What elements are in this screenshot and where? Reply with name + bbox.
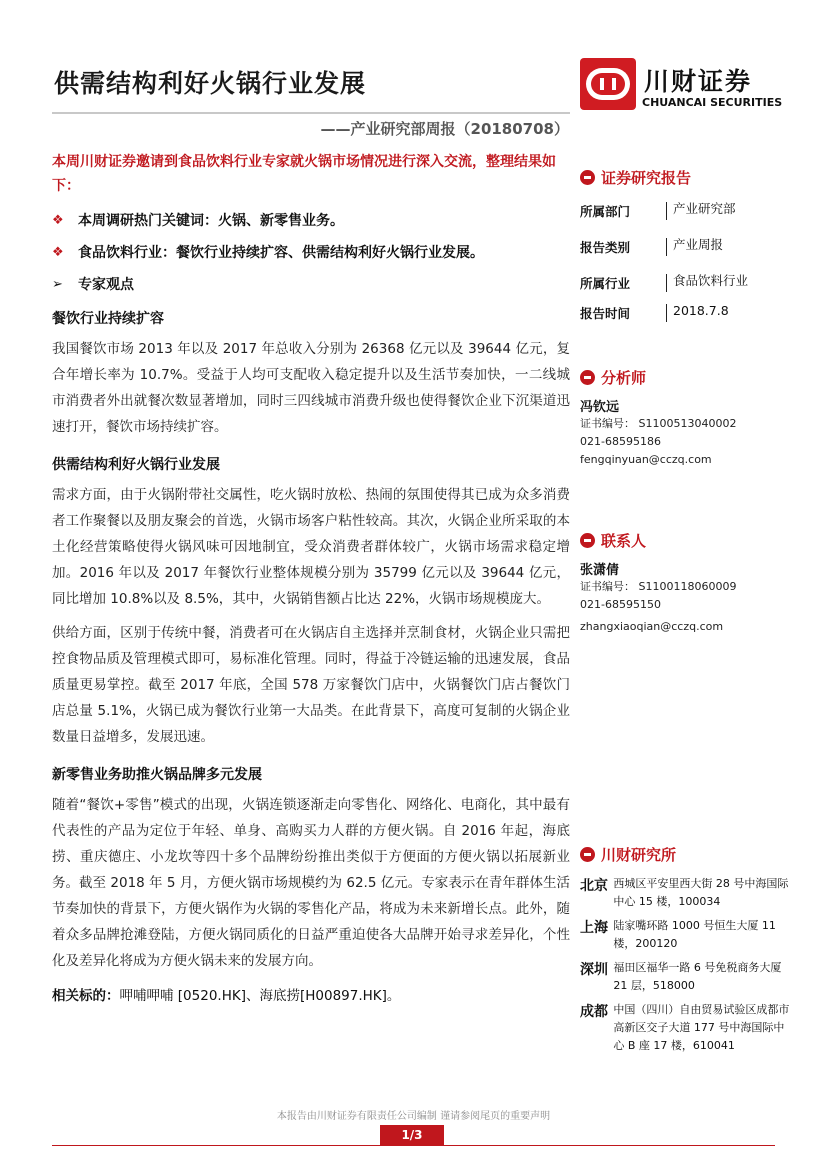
office-address: 福田区福华一路 6 号免税商务大厦 21 层，518000 bbox=[613, 961, 782, 992]
meta-row bbox=[580, 202, 790, 220]
report-meta-heading bbox=[580, 167, 790, 188]
institute-icon bbox=[580, 847, 595, 862]
contact-email[interactable]: zhangxiaoqian@cczq.com bbox=[580, 620, 724, 633]
contact-cert: 证书编号： S1100118060009 bbox=[580, 580, 737, 593]
meta-value: 产业研究部 bbox=[666, 202, 736, 220]
meta-key: 报告类别 bbox=[580, 240, 631, 255]
bullet-text: 专家观点 bbox=[78, 277, 134, 293]
meta-row bbox=[580, 238, 790, 256]
office-city: 深圳 bbox=[580, 962, 608, 978]
meta-key: 报告时间 bbox=[580, 306, 631, 321]
logo-name: 川财证券 bbox=[644, 67, 753, 96]
bullet-text: 本周调研热门关键词：火锅、新零售业务。 bbox=[78, 213, 344, 229]
section-paragraph: 供给方面，区别于传统中餐，消费者可在火锅店自主选择并烹制食材，火锅企业只需把控食物品质及管理模式即可，易标准化管理。同时，得益于冷链运输的迅速发展，食品质量更易掌控。截至 2017 年底，全国 578 万家餐饮门店中，火锅餐饮门店占餐饮门店总量 5.1%，火锅已成为餐饮行业第一大品类。在此背景下，高度可复制的火锅企业数量日益增多，发展迅速。 bbox=[52, 625, 570, 745]
section-paragraph: 需求方面，由于火锅附带社交属性，吃火锅时放松、热闹的氛围使得其已成为众多消费者工作聚餐以及朋友聚会的首选，火锅市场客户粘性较高。其次，火锅企业所采取的本土化经营策略使得火锅风味可因地制宜，受众消费者群体较广，火锅市场需求稳定增加。2016 年以及 2017 年餐饮行业整体规模分别为 35799 亿元以及 39644 亿元，同比增加 10.8%以及 8.5%，其中，火锅销售额占比达 22%，火锅市场规模庞大。 bbox=[52, 487, 570, 607]
analyst-email[interactable]: fengqinyuan@cczq.com bbox=[580, 453, 712, 466]
analyst-icon bbox=[580, 370, 595, 385]
intro-text: 本周川财证券邀请到食品饮料行业专家就火锅市场情况进行深入交流，整理结果如下： bbox=[52, 154, 556, 194]
company-logo bbox=[580, 58, 783, 112]
heading-text: 分析师 bbox=[601, 369, 647, 387]
meta-value: 产业周报 bbox=[666, 238, 723, 256]
office-shenzhen bbox=[580, 959, 790, 995]
office-city: 北京 bbox=[580, 878, 608, 894]
bullet-keywords bbox=[52, 210, 570, 230]
bullet-text: 食品饮料行业：餐饮行业持续扩容、供需结构利好火锅行业发展。 bbox=[78, 245, 484, 261]
main-column bbox=[52, 150, 570, 1004]
institute-block bbox=[580, 844, 790, 1055]
heading-text: 证券研究报告 bbox=[601, 169, 692, 187]
section-paragraph: 随着“餐饮+零售”模式的出现，火锅连锁逐渐走向零售化、网络化、电商化，其中最有代表性的产品为定位于年轻、单身、高购买力人群的方便火锅。自 2016 年起，海底捞、重庆德庄、小龙坎等四十多个品牌纷纷推出类似于方便面的方便火锅以拓展新业务。截至 2018 年 5 月，方便火锅市场规模约为 62.5 亿元。专家表示在青年群体生活节奏加快的背景下，方便火锅作为火锅的零售化产品，将成为未来新增长点。此外，随着众多品牌抢滩登陆，方便火锅同质化的日益严重迫使各大品牌开始寻求差异化，个性化及差异化将成为方便火锅未来的发展方向。 bbox=[52, 797, 570, 969]
section-heading: 供需结构利好火锅行业发展 bbox=[52, 457, 220, 473]
meta-key: 所属部门 bbox=[580, 204, 631, 219]
office-city: 成都 bbox=[580, 1004, 608, 1020]
report-meta bbox=[580, 167, 790, 322]
office-address: 陆家嘴环路 1000 号恒生大厦 11 楼，200120 bbox=[613, 919, 776, 950]
related-label: 相关标的： bbox=[52, 988, 120, 1004]
contact-block bbox=[580, 530, 790, 636]
contact-icon bbox=[580, 533, 595, 548]
analyst-name: 冯钦远 bbox=[580, 400, 620, 415]
arrow-bullet-icon: ➢ bbox=[52, 276, 63, 292]
bullet-expert bbox=[52, 274, 570, 294]
analyst-block bbox=[580, 367, 790, 469]
page-number: 1/3 bbox=[380, 1125, 444, 1145]
section-paragraph: 我国餐饮市场 2013 年以及 2017 年总收入分别为 26368 亿元以及 39644 亿元，复合年增长率为 10.7%。受益于人均可支配收入稳定提升以及生活节奏加快，一二线城市消费者外出就餐次数显著增加，同时三四线城市消费升级也使得餐饮企业下沉渠道迅速打开，餐饮市场持续扩容。 bbox=[52, 341, 570, 435]
bottom-rule bbox=[52, 1145, 775, 1146]
section-heading: 餐饮行业持续扩容 bbox=[52, 311, 164, 327]
heading-text: 联系人 bbox=[601, 532, 647, 550]
heading-text: 川财研究所 bbox=[601, 846, 677, 864]
footer-note: 本报告由川财证券有限责任公司编制 谨请参阅尾页的重要声明 bbox=[276, 1111, 551, 1122]
meta-value: 2018.7.8 bbox=[666, 304, 729, 322]
logo-mark bbox=[580, 58, 636, 110]
report-subtitle: ——产业研究部周报（20180708） bbox=[320, 120, 569, 138]
title-rule bbox=[52, 112, 570, 114]
meta-row bbox=[580, 274, 790, 292]
report-title: 供需结构利好火锅行业发展 bbox=[54, 69, 367, 98]
related-value: 呷哺呷哺 [0520.HK]、海底捞[H00897.HK]。 bbox=[119, 988, 401, 1004]
diamond-bullet-icon: ❖ bbox=[52, 244, 64, 260]
meta-key: 所属行业 bbox=[580, 276, 631, 291]
institute-heading bbox=[580, 844, 790, 865]
meta-row bbox=[580, 304, 790, 322]
analyst-phone: 021-68595186 bbox=[580, 435, 661, 448]
office-city: 上海 bbox=[580, 920, 608, 936]
analyst-cert: 证书编号： S1100513040002 bbox=[580, 417, 737, 430]
related-stocks bbox=[52, 984, 570, 1004]
office-shanghai bbox=[580, 917, 790, 953]
contact-name: 张潇倩 bbox=[580, 563, 620, 578]
diamond-bullet-icon: ❖ bbox=[52, 212, 64, 228]
contact-phone: 021-68595150 bbox=[580, 598, 661, 611]
research-report-icon bbox=[580, 170, 595, 185]
analyst-heading bbox=[580, 367, 790, 388]
office-chengdu bbox=[580, 1001, 790, 1055]
office-beijing bbox=[580, 875, 790, 911]
bullet-industry bbox=[52, 242, 570, 262]
logo-english: CHUANCAI SECURITIES bbox=[642, 96, 783, 109]
section-heading: 新零售业务助推火锅品牌多元发展 bbox=[52, 767, 262, 783]
office-address: 中国（四川）自由贸易试验区成都市高新区交子大道 177 号中海国际中心 B 座 17 楼，610041 bbox=[613, 1003, 790, 1052]
contact-heading bbox=[580, 530, 790, 551]
office-address: 西城区平安里西大街 28 号中海国际中心 15 楼，100034 bbox=[613, 877, 789, 908]
meta-value: 食品饮料行业 bbox=[666, 274, 748, 292]
